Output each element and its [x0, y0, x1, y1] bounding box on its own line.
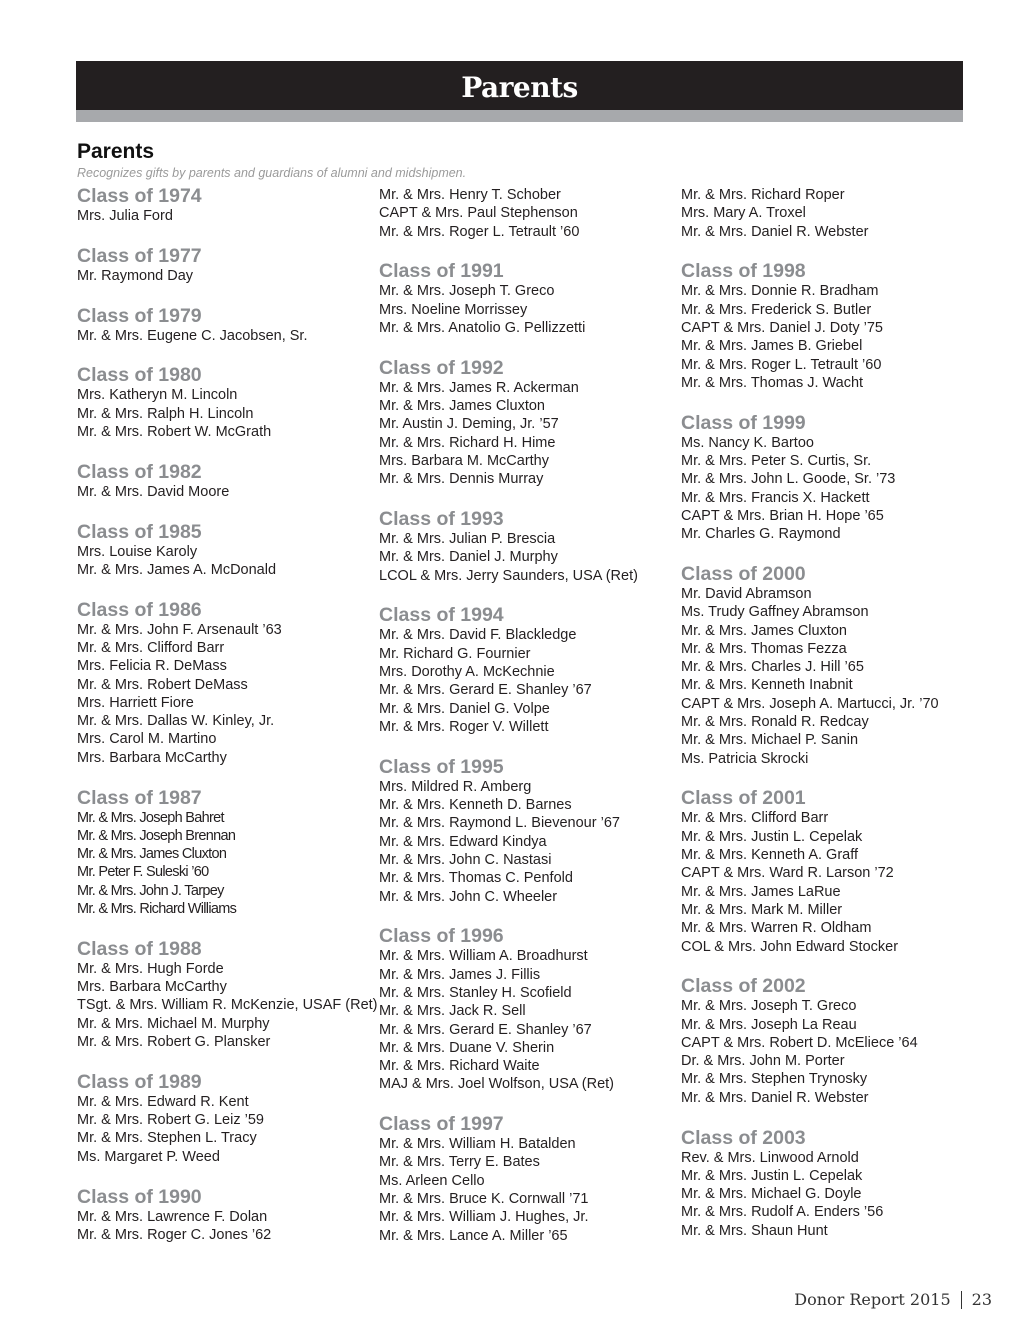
donor-name: Mrs. Mary A. Troxel [681, 205, 806, 222]
donor-name: Mrs. Carol M. Martino [77, 731, 217, 748]
donor-name: Mr. & Mrs. Stanley H. Scofield [379, 984, 572, 1001]
donor-name: CAPT & Mrs. Robert D. McEliece ’64 [681, 1034, 918, 1051]
donor-name: Mr. & Mrs. Clifford Barr [681, 810, 829, 827]
donor-name: Mr. David Abramson [681, 585, 812, 602]
donor-name: Mr. & Mrs. Francis X. Hackett [681, 489, 870, 506]
class-group [681, 564, 981, 768]
class-group [681, 976, 981, 1107]
class-heading: Class of 2002 [681, 975, 806, 998]
class-heading: Class of 1990 [77, 1185, 202, 1208]
donor-name: Mr. & Mrs. Roger L. Tetrault ’60 [379, 223, 580, 240]
donor-name: Mr. & Mrs. John C. Nastasi [379, 851, 552, 868]
donor-name: Mr. & Mrs. Henry T. Schober [379, 187, 561, 203]
page-banner [76, 61, 963, 110]
donor-name: Mr. & Mrs. Warren R. Oldham [681, 920, 872, 937]
donor-name: Mr. Richard G. Fournier [379, 645, 531, 662]
class-group [379, 358, 679, 489]
donor-name: COL & Mrs. John Edward Stocker [681, 938, 899, 955]
class-group [681, 788, 981, 955]
donor-name: Mr. & Mrs. Donnie R. Bradham [681, 283, 879, 300]
donor-name: Mrs. Dorothy A. McKechnie [379, 664, 555, 681]
column-1 [77, 186, 377, 1265]
donor-name: Mr. & Mrs. Roger L. Tetrault ’60 [681, 356, 882, 373]
class-heading: Class of 1979 [77, 304, 202, 327]
class-group [681, 1128, 981, 1240]
class-heading: Class of 1988 [77, 937, 202, 960]
column-2 [379, 186, 679, 1265]
donor-name: Mr. & Mrs. William J. Hughes, Jr. [379, 1209, 589, 1226]
donor-name: Mr. & Mrs. William A. Broadhurst [379, 948, 588, 965]
donor-name: Mr. & Mrs. Joseph Brennan [77, 827, 236, 844]
donor-name: Mrs. Julia Ford [77, 208, 173, 224]
donor-name: Mrs. Noeline Morrissey [379, 301, 528, 318]
donor-name: Mr. & Mrs. James R. Ackerman [379, 379, 579, 396]
donor-name: Ms. Nancy K. Bartoo [681, 434, 814, 451]
donor-name: CAPT & Mrs. Daniel J. Doty ’75 [681, 319, 883, 336]
donor-name: Mrs. Mildred R. Amberg [379, 778, 532, 795]
donor-name: Mr. & Mrs. John C. Wheeler [379, 888, 558, 905]
donor-name: Mr. & Mrs. James LaRue [681, 883, 841, 900]
donor-name: Mr. & Mrs. Ronald R. Redcay [681, 714, 869, 731]
donor-name: Mr. & Mrs. Robert G. Plansker [77, 1034, 271, 1051]
class-group [77, 1072, 377, 1166]
donor-name: Mr. & Mrs. Thomas Fezza [681, 640, 847, 657]
class-heading: Class of 1974 [77, 185, 202, 207]
donor-name: Mr. & Mrs. Charles J. Hill ’65 [681, 659, 864, 676]
class-group [77, 788, 377, 919]
donor-name: Mr. & Mrs. Thomas C. Penfold [379, 870, 573, 887]
class-heading: Class of 1995 [379, 755, 504, 778]
donor-name: Mr. & Mrs. Gerard E. Shanley ’67 [379, 1021, 592, 1038]
donor-name: Mr. & Mrs. James Cluxton [77, 846, 227, 863]
donor-name: Mrs. Felicia R. DeMass [77, 658, 227, 675]
donor-name: Mr. & Mrs. Thomas J. Wacht [681, 374, 864, 391]
class-heading: Class of 1991 [379, 260, 504, 283]
donor-name: Mr. & Mrs. John J. Tarpey [77, 882, 224, 899]
donor-name: Mr. & Mrs. John L. Goode, Sr. ’73 [681, 471, 896, 488]
class-group [681, 261, 981, 392]
donor-name: Mr. & Mrs. Hugh Forde [77, 960, 224, 977]
donor-name: Mr. & Mrs. Raymond L. Bievenour ’67 [379, 815, 620, 832]
donor-name: Dr. & Mrs. John M. Porter [681, 1053, 845, 1070]
donor-name: Mr. & Mrs. Dallas W. Kinley, Jr. [77, 713, 275, 730]
donor-name: Ms. Patricia Skrocki [681, 750, 809, 767]
class-heading: Class of 1985 [77, 520, 202, 543]
donor-name: Mr. & Mrs. Terry E. Bates [379, 1154, 540, 1171]
class-group [77, 462, 377, 501]
donor-name: Mr. & Mrs. Stephen L. Tracy [77, 1130, 257, 1147]
donor-name: Mr. & Mrs. Justin L. Cepelak [681, 1167, 863, 1184]
class-group [379, 509, 679, 585]
donor-name: Mr. & Mrs. Peter S. Curtis, Sr. [681, 452, 872, 469]
class-heading: Class of 1998 [681, 260, 806, 283]
donor-name: Mr. & Mrs. Joseph Bahret [77, 809, 224, 826]
donor-name: Mr. & Mrs. Richard Roper [681, 187, 845, 203]
column-3 [681, 186, 981, 1261]
class-group [77, 306, 377, 345]
class-group [77, 246, 377, 285]
donor-name: Mrs. Katheryn M. Lincoln [77, 387, 238, 404]
donor-name: Mr. & Mrs. William H. Batalden [379, 1136, 576, 1153]
class-group [379, 261, 679, 337]
donor-name: Mrs. Barbara McCarthy [77, 749, 227, 766]
donor-name: Mr. & Mrs. Frederick S. Butler [681, 301, 872, 318]
class-heading: Class of 2001 [681, 787, 806, 810]
section-subtitle: Recognizes gifts by parents and guardians of alumni and midshipmen. [77, 166, 467, 180]
donor-name: Mr. & Mrs. Robert DeMass [77, 676, 248, 693]
donor-name: Mr. & Mrs. David Moore [77, 483, 230, 500]
donor-name: Mr. & Mrs. Bruce K. Cornwall ’71 [379, 1191, 589, 1208]
class-group [681, 186, 981, 241]
donor-name: Mrs. Barbara McCarthy [77, 979, 227, 996]
donor-name: CAPT & Mrs. Ward R. Larson ’72 [681, 865, 894, 882]
donor-name: Mr. & Mrs. Clifford Barr [77, 639, 225, 656]
class-group [379, 186, 679, 241]
donor-name: Mr. & Mrs. Daniel R. Webster [681, 1089, 869, 1106]
donor-name: Mr. & Mrs. Richard H. Hime [379, 434, 556, 451]
class-heading: Class of 2000 [681, 562, 806, 585]
donor-name: CAPT & Mrs. Paul Stephenson [379, 205, 578, 222]
donor-name: Mrs. Harriett Fiore [77, 694, 194, 711]
donor-name: Mr. & Mrs. Daniel J. Murphy [379, 549, 558, 566]
page-footer [794, 1290, 992, 1309]
donor-name: Mr. & Mrs. Michael M. Murphy [77, 1015, 270, 1032]
section-title: Parents [77, 140, 155, 163]
donor-name: Mr. & Mrs. Michael G. Doyle [681, 1186, 862, 1203]
donor-name: Mrs. Louise Karoly [77, 543, 198, 560]
donor-name: Mr. & Mrs. James Cluxton [681, 622, 847, 639]
banner-title: Parents [461, 71, 578, 104]
donor-name: Mr. & Mrs. Julian P. Brescia [379, 531, 556, 548]
donor-name: Mrs. Barbara M. McCarthy [379, 452, 549, 469]
donor-name: CAPT & Mrs. Brian H. Hope ’65 [681, 507, 884, 524]
donor-name: Mr. & Mrs. Roger V. Willett [379, 718, 549, 735]
donor-name: Mr. & Mrs. Mark M. Miller [681, 901, 843, 918]
donor-name: Mr. & Mrs. Kenneth A. Graff [681, 847, 859, 864]
donor-name: Mr. & Mrs. James B. Griebel [681, 338, 863, 355]
class-heading: Class of 1989 [77, 1070, 202, 1093]
donor-name: Mr. & Mrs. Gerard E. Shanley ’67 [379, 682, 592, 699]
class-group [77, 365, 377, 441]
donor-name: Mr. & Mrs. Duane V. Sherin [379, 1039, 555, 1056]
donor-name: Mr. & Mrs. Stephen Trynosky [681, 1071, 868, 1088]
donor-name: Mr. & Mrs. David F. Blackledge [379, 627, 577, 644]
donor-name: Mr. & Mrs. Rudolf A. Enders ’56 [681, 1204, 884, 1221]
donor-name: Mr. & Mrs. Richard Williams [77, 901, 237, 918]
donor-name: Mr. & Mrs. Daniel R. Webster [681, 223, 869, 240]
banner-rule [76, 110, 963, 122]
donor-name: Mr. & Mrs. James A. McDonald [77, 561, 277, 578]
donor-name: Mr. & Mrs. Edward Kindya [379, 833, 547, 850]
donor-name: Mr. & Mrs. Lawrence F. Dolan [77, 1208, 268, 1225]
donor-name: Mr. & Mrs. John F. Arsenault ’63 [77, 621, 282, 638]
footer-divider [961, 1291, 962, 1309]
donor-name: Mr. & Mrs. Richard Waite [379, 1058, 540, 1075]
class-group [77, 522, 377, 580]
class-heading: Class of 1986 [77, 598, 202, 621]
class-group [379, 757, 679, 906]
donor-name: Mr. Peter F. Suleski ’60 [77, 864, 209, 881]
class-heading: Class of 1999 [681, 411, 806, 434]
page-number: 23 [971, 1290, 992, 1309]
donor-name: Mr. & Mrs. Michael P. Sanin [681, 732, 859, 749]
donor-name: Mr. & Mrs. Kenneth Inabnit [681, 677, 853, 694]
donor-name: Mr. Charles G. Raymond [681, 526, 841, 543]
class-group [77, 186, 377, 225]
class-heading: Class of 1993 [379, 508, 504, 531]
donor-name: Mr. & Mrs. Daniel G. Volpe [379, 700, 550, 717]
class-group [77, 1187, 377, 1245]
class-heading: Class of 1982 [77, 460, 202, 483]
class-heading: Class of 1997 [379, 1113, 504, 1136]
class-heading: Class of 2003 [681, 1126, 806, 1149]
class-heading: Class of 1977 [77, 244, 202, 267]
footer-report: Donor Report 2015 [794, 1290, 951, 1309]
class-heading: Class of 1987 [77, 786, 202, 809]
donor-name: Mr. & Mrs. Joseph T. Greco [681, 998, 857, 1015]
donor-name: Mr. & Mrs. Anatolio G. Pellizzetti [379, 319, 586, 336]
donor-name: Mr. & Mrs. Lance A. Miller ’65 [379, 1227, 568, 1244]
class-group [77, 939, 377, 1051]
donor-name: CAPT & Mrs. Joseph A. Martucci, Jr. ’70 [681, 695, 939, 712]
donor-name: Mr. & Mrs. Kenneth D. Barnes [379, 797, 572, 814]
donor-name: Mr. & Mrs. Justin L. Cepelak [681, 828, 863, 845]
class-heading: Class of 1994 [379, 604, 504, 627]
donor-name: Mr. & Mrs. Shaun Hunt [681, 1222, 828, 1239]
class-heading: Class of 1996 [379, 925, 504, 948]
donor-name: Mr. & Mrs. Jack R. Sell [379, 1003, 526, 1020]
donor-name: Mr. & Mrs. James Cluxton [379, 398, 545, 415]
donor-name: Mr. & Mrs. Robert W. McGrath [77, 423, 272, 440]
donor-name: Mr. & Mrs. Edward R. Kent [77, 1093, 249, 1110]
donor-name: Mr. & Mrs. James J. Fillis [379, 966, 541, 983]
donor-name: Mr. & Mrs. Ralph H. Lincoln [77, 405, 254, 422]
class-heading: Class of 1992 [379, 356, 504, 379]
class-group [379, 1114, 679, 1245]
donor-name: Mr. Raymond Day [77, 267, 194, 284]
class-heading: Class of 1980 [77, 364, 202, 387]
donor-name: Mr. & Mrs. Joseph La Reau [681, 1016, 857, 1033]
class-group [379, 605, 679, 736]
class-group [681, 413, 981, 544]
donor-name: Mr. & Mrs. Roger C. Jones ’62 [77, 1226, 272, 1243]
class-group [379, 926, 679, 1093]
donor-name: Ms. Trudy Gaffney Abramson [681, 604, 869, 621]
donor-name: Mr. & Mrs. Dennis Murray [379, 471, 544, 488]
donor-name: Ms. Arleen Cello [379, 1172, 485, 1189]
donor-name: TSgt. & Mrs. William R. McKenzie, USAF (Ret) [77, 997, 378, 1014]
donor-name: Mr. & Mrs. Joseph T. Greco [379, 283, 555, 300]
donor-name: MAJ & Mrs. Joel Wolfson, USA (Ret) [379, 1076, 615, 1093]
donor-name: Mr. Austin J. Deming, Jr. ’57 [379, 416, 559, 433]
donor-name: Ms. Margaret P. Weed [77, 1148, 220, 1165]
donor-name: LCOL & Mrs. Jerry Saunders, USA (Ret) [379, 567, 638, 584]
donor-name: Rev. & Mrs. Linwood Arnold [681, 1149, 859, 1166]
donor-name: Mr. & Mrs. Robert G. Leiz ’59 [77, 1112, 264, 1129]
donor-name: Mr. & Mrs. Eugene C. Jacobsen, Sr. [77, 327, 308, 344]
class-group [77, 600, 377, 767]
